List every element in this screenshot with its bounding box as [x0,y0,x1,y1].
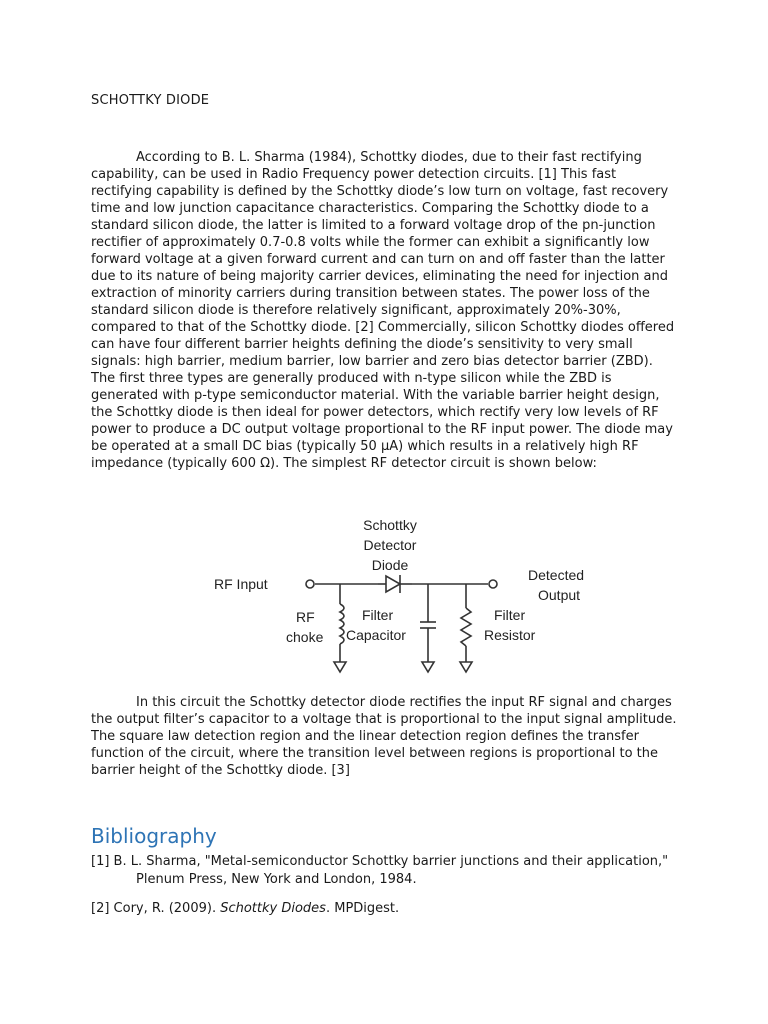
capacitor-label-2: Capacitor [346,627,406,643]
choke-label-2: choke [286,629,324,645]
output-terminal [489,580,497,588]
reference-1: [1] B. L. Sharma, "Metal-semiconductor Schottky barrier junctions and their application," Plenum Press, New York and London, 1984. [91,854,669,887]
output-label-1: Detected [528,567,585,583]
diode-label-1: Schottky [363,517,417,533]
rf-input-label: RF Input [214,576,268,592]
choke-label-1: RF [296,609,315,625]
reference-2-suffix: . MPDigest. [325,901,400,916]
paragraph-circuit-explanation: In this circuit the Schottky detector diode rectifies the input RF signal and charges the output filter’s capacitor to a voltage that is proportional to the input signal amplitude. The square law detection region and the linear detection region defines the transfer function of the circuit, where the transition level between regions is proportional to the barrier height of the Schottky diode. [3] [91,695,677,778]
ground-choke [334,662,346,672]
resistor-label-2: Resistor [484,627,536,643]
filter-resistor [461,608,471,646]
capacitor-label-1: Filter [362,607,394,623]
output-label-2: Output [538,587,581,603]
resistor-label-1: Filter [494,607,526,623]
bibliography-heading: Bibliography [91,824,217,848]
reference-2-title: Schottky Diodes [220,901,326,916]
diode-label-2: Detector [363,537,417,553]
input-terminal [306,580,314,588]
diode-label-3: Diode [371,557,409,573]
circuit-svg [200,512,610,692]
ground-capacitor [422,662,434,672]
document-title: SCHOTTKY DIODE [91,93,210,108]
diode-symbol [386,576,400,592]
rf-choke-inductor [340,604,344,644]
paragraph-intro: According to B. L. Sharma (1984), Schottky diodes, due to their fast rectifying capability, can be used in Radio Frequency power detection circuits. [1] This fast rectifying capability is defined by the Schottky diode’s low turn on voltage, fast recovery time and low junction capacitance characteristics. Comparing the Schottky diode to a standard silicon diode, the latter is limited to a forward voltage drop of the pn-junction rectifier of approximately 0.7-0.8 volts while the former can exhibit a significantly low forward voltage at a given forward current and can turn on and off faster than the latter due to its nature of being majority carrier devices, eliminating the need for injection and extraction of minority carriers during transition between states. The power loss of the standard silicon diode is therefore relatively significant, approximately 20%-30%, compared to that of the Schottky diode. [2] Commercially, silicon Schottky diodes offered can have four different barrier heights defining the diode’s sensitivity to very small signals: high barrier, medium barrier, low barrier and zero bias detector barrier (ZBD). The first three types are generally produced with n-type silicon while the ZBD is generated with p-type semiconductor material. With the variable barrier height design, the Schottky diode is then ideal for power detectors, which rectify very low levels of RF power to produce a DC output voltage proportional to the RF input power. The diode may be operated at a small DC bias (typically 50 µA) which results in a relatively high RF impedance (typically 600 Ω). The simplest RF detector circuit is shown below: [91,150,675,471]
reference-2-prefix: [2] Cory, R. (2009). [91,901,221,916]
ground-resistor [460,662,472,672]
reference-2 [91,900,696,918]
rf-detector-circuit-diagram [200,512,610,692]
